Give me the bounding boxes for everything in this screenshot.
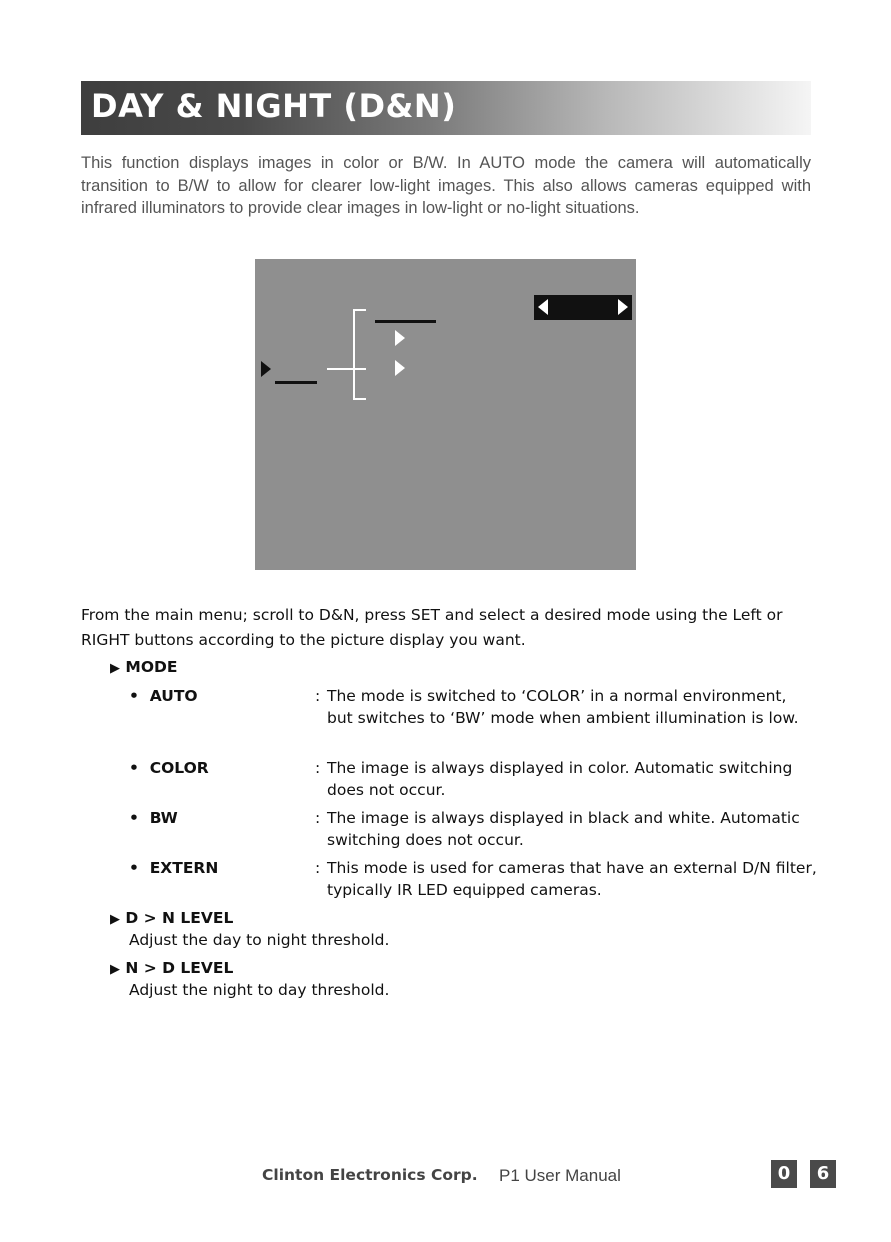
page-number-digit: 6 — [810, 1160, 836, 1188]
footer-manual-title: P1 User Manual — [499, 1166, 621, 1185]
osd-bracket-vertical — [353, 309, 355, 400]
title-banner — [81, 81, 811, 135]
colon: : — [315, 809, 321, 827]
osd-bracket-top — [353, 309, 366, 311]
osd-submenu-arrow-icon — [395, 360, 405, 376]
bullet-arrow-icon: ▶ — [110, 962, 120, 977]
intro-paragraph: This function displays images in color or B/W. In AUTO mode the camera will automatically transition to B/W to allow for clearer low-light images. This also allows cameras equipped with infrared illuminators to provide clear images in low-light or no-light situations. — [81, 154, 811, 217]
osd-bracket-bottom — [353, 398, 366, 400]
osd-dn-underline — [275, 381, 317, 384]
left-arrow-icon — [538, 299, 548, 315]
colon: : — [315, 759, 321, 777]
dn-level-heading: ▶ D > N LEVEL — [110, 909, 234, 927]
osd-menu-diagram — [255, 259, 636, 570]
mode-heading: ▶ MODE — [110, 658, 178, 676]
bullet-dot-icon: • — [129, 687, 139, 705]
right-arrow-icon — [618, 299, 628, 315]
osd-mode-selector — [534, 295, 632, 320]
footer-company: Clinton Electronics Corp. — [262, 1166, 478, 1184]
mode-color-desc: The image is always displayed in color. Automatic switching does not occur. — [327, 759, 793, 799]
mode-item-color: • COLOR — [129, 759, 209, 777]
bullet-dot-icon: • — [129, 809, 139, 827]
mode-bw-desc: The image is always displayed in black and white. Automatic switching does not occur. — [327, 809, 800, 849]
bullet-dot-icon: • — [129, 759, 139, 777]
page-number-digit: 0 — [771, 1160, 797, 1188]
osd-mode-underline — [375, 320, 436, 323]
bullet-dot-icon: • — [129, 859, 139, 877]
colon: : — [315, 859, 321, 877]
nd-level-desc: Adjust the night to day threshold. — [129, 981, 390, 999]
mode-auto-desc: The mode is switched to ‘COLOR’ in a normal environment, but switches to ‘BW’ mode when ambient illumination is low. — [327, 687, 799, 727]
osd-bracket-mid — [327, 368, 366, 370]
dn-level-desc: Adjust the day to night threshold. — [129, 931, 390, 949]
mode-item-extern: • EXTERN — [129, 859, 219, 877]
bullet-arrow-icon: ▶ — [110, 661, 120, 676]
nd-level-heading: ▶ N > D LEVEL — [110, 959, 234, 977]
osd-submenu-arrow-icon — [395, 330, 405, 346]
instructions-paragraph: From the main menu; scroll to D&N, press SET and select a desired mode using the Left or RIGHT buttons according to the picture display you want. — [81, 606, 783, 649]
page-title: DAY & NIGHT (D&N) — [91, 87, 457, 125]
osd-cursor-icon — [261, 361, 271, 377]
mode-item-bw: • BW — [129, 809, 178, 827]
bullet-arrow-icon: ▶ — [110, 912, 120, 927]
colon: : — [315, 687, 321, 705]
mode-item-auto: • AUTO — [129, 687, 198, 705]
mode-extern-desc: This mode is used for cameras that have an external D/N filter, typically IR LED equipped cameras. — [327, 859, 817, 899]
